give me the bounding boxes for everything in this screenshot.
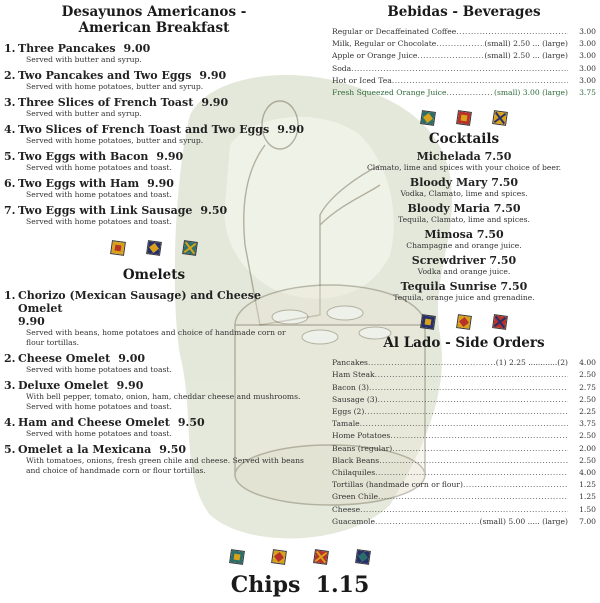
decorative-tiles (4, 241, 304, 255)
item-price: 2.00 (579, 443, 596, 453)
item-price: 9.90 (147, 177, 174, 190)
item-name: Cheese Omelet (18, 352, 111, 365)
item-price: 7.50 (493, 202, 521, 216)
item-description: Served with home potatoes and toast. (26, 365, 172, 374)
menu-item (4, 96, 304, 119)
item-price: 7.50 (500, 280, 528, 294)
menu-item (332, 176, 596, 199)
item-price: 9.90 (199, 69, 227, 82)
item-description: Served with beans, home potatoes and choice of handmade corn or flour tortillas. (26, 328, 286, 347)
breakfast-title (4, 4, 304, 36)
omelets-list (4, 289, 304, 476)
item-name: Ham Steak (332, 370, 375, 380)
right-column (332, 4, 596, 528)
item-price: 3.00 (579, 75, 596, 85)
item-name: Mimosa (424, 228, 473, 242)
beverages-list (332, 26, 596, 99)
item-name: Deluxe Omelet (18, 379, 109, 392)
item-price: 9.90 (18, 315, 45, 328)
item-name: Regular or Decaffeinated Coffee (332, 27, 457, 36)
menu-item (4, 443, 304, 476)
beverages-title: Bebidas - Beverages (387, 4, 541, 20)
item-name: Two Slices of French Toast and Two Eggs (18, 123, 270, 136)
item-name: Home Potatoes (332, 431, 391, 441)
menu-item (4, 204, 304, 227)
menu-item (332, 228, 596, 251)
item-number: 5. (4, 443, 16, 456)
item-number: 3. (4, 379, 16, 392)
tile-icon (492, 110, 508, 126)
item-price: 7.50 (484, 150, 512, 164)
item-description: Served with home potatoes and toast. (26, 190, 172, 199)
item-price: 2.50 (579, 431, 596, 441)
item-name: Two Eggs with Bacon (18, 150, 149, 163)
item-name: Three Slices of French Toast (18, 96, 194, 109)
item-price: 3.75 (579, 419, 596, 429)
tile-icon (420, 110, 436, 126)
item-number: 2. (4, 69, 16, 82)
menu-item (332, 254, 596, 277)
item-description: Served with home potatoes and toast. (26, 429, 172, 438)
item-name: Three Pancakes (18, 42, 116, 55)
item-description: Champagne and orange juice. (406, 241, 522, 251)
list-item (332, 443, 596, 455)
item-name: Tamale (332, 419, 360, 429)
item-name: Bacon (3) (332, 382, 369, 392)
item-description: Tequila, Clamato, lime and spices. (398, 215, 530, 225)
list-item (332, 357, 596, 369)
list-item (332, 394, 596, 406)
item-price: 7.50 (491, 176, 519, 190)
list-item (332, 504, 596, 516)
item-description: Served with home potatoes, butter and syrup. (26, 136, 204, 145)
list-item (332, 63, 596, 75)
item-price: 2.50 (579, 455, 596, 465)
list-item (332, 75, 596, 87)
sides-list (332, 357, 596, 528)
item-name: Chorizo (Mexican Sausage) and Cheese Omelet (18, 289, 261, 315)
item-number: 6. (4, 177, 16, 190)
item-extra: (small) 2.50 ... (large) (484, 51, 568, 61)
tile-icon (355, 549, 371, 565)
list-item (332, 479, 596, 491)
breakfast-title-line1: Desayunos Americanos - (61, 4, 247, 20)
item-description: Served with home potatoes, butter and syrup. (26, 82, 204, 91)
item-number: 3. (4, 96, 16, 109)
list-item (332, 455, 596, 467)
item-price: 3.00 (579, 27, 596, 36)
sides-title: Al Lado - Side Orders (383, 335, 545, 352)
menu-item (4, 289, 304, 348)
item-name: Fresh Squeezed Orange Juice (332, 88, 447, 98)
breakfast-list (4, 42, 304, 227)
item-price: 3.00 (579, 63, 596, 73)
decorative-tiles (332, 315, 596, 329)
item-number: 4. (4, 416, 16, 429)
item-name: Apple or Orange Juice (332, 51, 418, 61)
item-name: Cheese (332, 504, 361, 514)
menu-item (4, 416, 304, 439)
list-item (332, 382, 596, 394)
item-price: 1.25 (579, 492, 596, 502)
item-name: Green Chile (332, 492, 379, 502)
list-item (332, 516, 596, 528)
item-name: Chips (230, 572, 301, 598)
decorative-tiles (332, 111, 596, 125)
menu-item (4, 379, 304, 412)
list-item (332, 491, 596, 503)
item-name: Pancakes (332, 358, 368, 368)
list-item (332, 467, 596, 479)
tile-icon (146, 240, 162, 256)
list-item (332, 87, 596, 99)
omelets-title: Omelets (122, 267, 186, 283)
menu-item (332, 202, 596, 225)
item-name: Two Pancakes and Two Eggs (18, 69, 192, 82)
list-item (332, 406, 596, 418)
tile-icon (182, 240, 198, 256)
item-price: 2.25 (579, 407, 596, 417)
item-price: 9.50 (177, 416, 205, 429)
item-price: 2.75 (579, 382, 596, 392)
item-number: 7. (4, 204, 16, 217)
item-price: 9.90 (201, 96, 229, 109)
item-name: Tortillas (handmade corn or flour) (332, 480, 463, 490)
menu-item (332, 280, 596, 303)
item-number: 5. (4, 150, 16, 163)
item-number: 4. (4, 123, 16, 136)
menu-item (4, 177, 304, 200)
list-item (332, 418, 596, 430)
item-name: Black Beans (332, 455, 380, 465)
item-name: Milk, Regular or Chocolate (332, 39, 437, 49)
item-name: Ham and Cheese Omelet (18, 416, 170, 429)
item-description: Tequila, orange juice and grenadine. (393, 293, 535, 303)
item-description: With bell pepper, tomato, onion, ham, cheddar cheese and mushrooms. Served with home potatoes and toast. (26, 392, 301, 411)
item-extra: (small) 2.50 ... (large) (484, 39, 568, 49)
item-name: Screwdriver (411, 254, 486, 268)
item-number: 1. (4, 42, 16, 55)
list-item (332, 430, 596, 442)
item-description: Vodka, Clamato, lime and spices. (400, 189, 528, 199)
item-name: Michelada (416, 150, 481, 164)
item-price: 4.00 (579, 358, 596, 368)
item-description: Clamato, lime and spices with your choice of beer. (366, 163, 562, 173)
item-price: 1.50 (579, 504, 596, 514)
decorative-tiles (0, 550, 600, 564)
item-name: Eggs (2) (332, 407, 365, 417)
item-name: Bloody Maria (407, 202, 490, 216)
item-price: 9.50 (159, 443, 187, 456)
cocktails-title: Cocktails (428, 131, 500, 148)
item-description: Served with home potatoes and toast. (26, 217, 172, 226)
item-price: 7.50 (476, 228, 504, 242)
item-price: 7.00 (579, 516, 596, 526)
cocktails-list (332, 150, 596, 303)
menu-item (4, 352, 304, 375)
item-price: 9.00 (123, 42, 151, 55)
item-number: 1. (4, 289, 16, 302)
item-price: 7.50 (489, 254, 517, 268)
list-item (332, 38, 596, 50)
item-name: Sausage (3) (332, 394, 378, 404)
item-price: 9.90 (277, 123, 304, 136)
item-extra: (1) 2.25 ............(2) (495, 358, 568, 368)
menu-item (332, 150, 596, 173)
item-name: Omelet a la Mexicana (18, 443, 152, 456)
item-price: 3.00 (579, 39, 596, 49)
menu-item (4, 150, 304, 173)
chips-item (0, 572, 600, 598)
menu-item (4, 69, 304, 92)
item-description: Served with butter and syrup. (26, 109, 142, 118)
item-name: Tequila Sunrise (400, 280, 497, 294)
breakfast-title-line2: American Breakfast (78, 20, 230, 36)
item-name: Guacamole (332, 516, 375, 526)
item-price: 9.50 (200, 204, 228, 217)
tile-icon (271, 549, 287, 565)
list-item (332, 369, 596, 381)
tile-icon (492, 314, 508, 330)
item-description: Served with butter and syrup. (26, 55, 142, 64)
list-item (332, 26, 596, 38)
tile-icon (313, 549, 329, 565)
item-price: 9.90 (156, 150, 184, 163)
item-name: Chilaquiles (332, 468, 376, 478)
item-extra: (small) 3.00 (large) (493, 88, 568, 98)
item-description: Vodka and orange juice. (417, 267, 511, 277)
item-description: Served with home potatoes and toast. (26, 163, 172, 172)
menu-item (4, 123, 304, 146)
menu-item (4, 42, 304, 65)
tile-icon (456, 314, 472, 330)
item-price: 9.00 (118, 352, 146, 365)
tile-icon (110, 240, 126, 256)
item-name: Two Eggs with Link Sausage (18, 204, 193, 217)
item-price: 9.90 (116, 379, 144, 392)
item-price: 1.15 (315, 572, 370, 598)
tile-icon (420, 314, 436, 330)
item-name: Soda (332, 63, 352, 73)
item-name: Bloody Mary (409, 176, 488, 190)
item-price: 3.75 (579, 88, 596, 98)
list-item (332, 50, 596, 62)
item-description: With tomatoes, onions, fresh green chile and cheese. Served with beans and choice of handmade corn or flour tortillas. (26, 456, 304, 475)
item-price: 4.00 (579, 468, 596, 478)
item-name: Two Eggs with Ham (18, 177, 140, 190)
item-name: Beans (regular) (332, 443, 393, 453)
item-name: Hot or Iced Tea (332, 75, 392, 85)
item-extra: (small) 5.00 ..... (large) (479, 516, 568, 526)
tile-icon (229, 549, 245, 565)
item-price: 1.25 (579, 480, 596, 490)
tile-icon (456, 110, 472, 126)
left-column (4, 4, 304, 476)
item-price: 2.50 (579, 370, 596, 380)
item-price: 3.00 (579, 51, 596, 61)
item-price: 2.50 (579, 394, 596, 404)
item-number: 2. (4, 352, 16, 365)
